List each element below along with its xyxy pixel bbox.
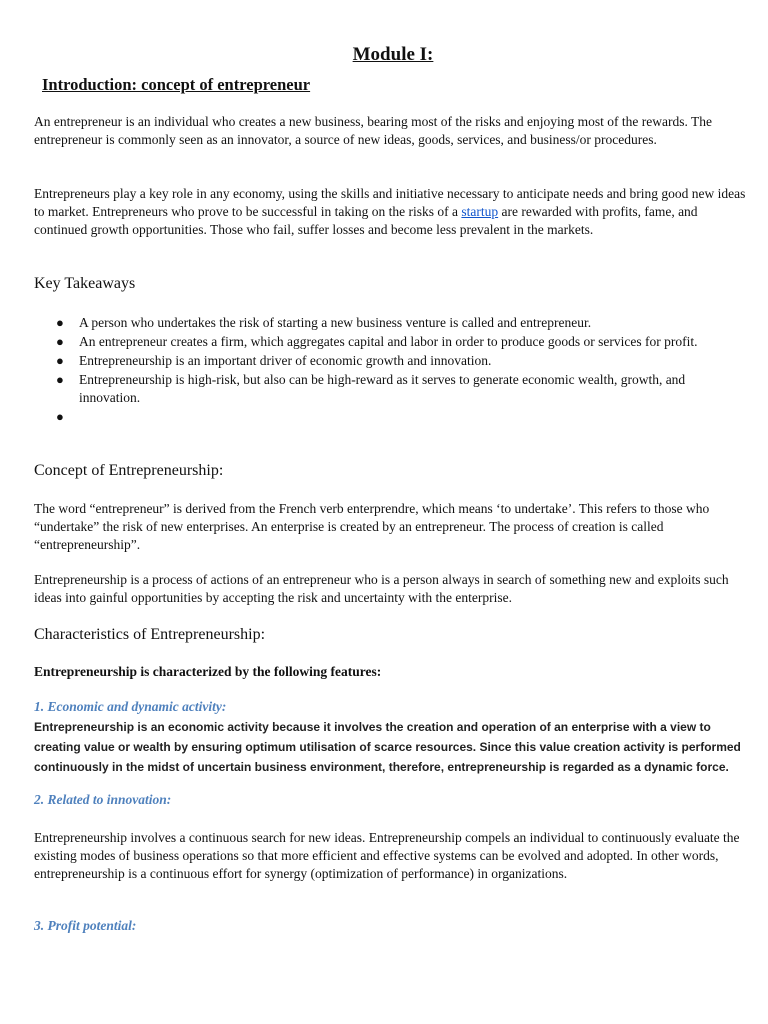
characteristic-3-heading: 3. Profit potential: — [34, 918, 137, 933]
list-item — [34, 371, 746, 407]
list-item — [34, 314, 746, 332]
intro-paragraph-2 — [34, 185, 746, 239]
intro-heading: Introduction: concept of entrepreneur — [42, 75, 311, 94]
list-item-text: Entrepreneurship is an important driver of economic growth and innovation. — [79, 353, 492, 368]
intro-paragraph-2-before: Entrepreneurs play a key role in any economy, using the skills and initiative necessary to anticipate needs and bring good new ideas to market. Entrepreneurs who prove to be successful in taking on the risks of a — [34, 186, 746, 219]
concept-paragraph-1: The word “entrepreneur” is derived from the French verb enterprendre, which means ‘to undertake’. This refers to those who “undertake” the risk of new enterprises. An enterprise is created by an entrepreneur. The process of creation is called “entrepreneurship”. — [34, 501, 710, 552]
module-title: Module I: — [352, 44, 434, 65]
concept-heading: Concept of Entrepreneurship: — [34, 462, 224, 479]
bullet-icon: ● — [56, 409, 64, 424]
bullet-icon: ● — [56, 372, 64, 387]
characteristics-heading: Characteristics of Entrepreneurship: — [34, 626, 266, 643]
intro-paragraph-2-after: are rewarded with profits, fame, and continued growth opportunities. Those who fail, suffer losses and become less prevalent in the markets. — [34, 204, 698, 237]
bullet-icon: ● — [56, 315, 64, 330]
bullet-icon: ● — [56, 353, 64, 368]
characteristic-2-text: Entrepreneurship involves a continuous search for new ideas. Entrepreneurship compels an individual to continuously evaluate the existing modes of business operations so that more efficient and effective systems can be evolved and adopted. In other words, entrepreneurship is a continuous effort for synergy (optimization of performance) in organizations. — [34, 830, 740, 881]
concept-paragraph-2: Entrepreneurship is a process of actions of an entrepreneur who is a person always in search of something new and exploits such ideas into gainful opportunities by accepting the risk and uncertainty with the enterprise. — [34, 572, 729, 605]
key-takeaways-list — [34, 314, 746, 427]
characteristics-intro: Entrepreneurship is characterized by the following features: — [34, 664, 382, 679]
list-item-text: Entrepreneurship is high-risk, but also can be high-reward as it serves to generate economic wealth, growth, and innovation. — [79, 372, 686, 405]
characteristic-1-heading: 1. Economic and dynamic activity: — [34, 699, 227, 714]
list-item — [34, 352, 746, 370]
key-takeaways-heading: Key Takeaways — [34, 275, 136, 292]
list-item — [34, 333, 746, 351]
characteristic-2-heading: 2. Related to innovation: — [34, 792, 172, 807]
list-item-text: An entrepreneur creates a firm, which aggregates capital and labor in order to produce goods or services for profit. — [79, 334, 698, 349]
list-item-empty — [34, 408, 746, 426]
intro-paragraph-1: An entrepreneur is an individual who creates a new business, bearing most of the risks and enjoying most of the rewards. The entrepreneur is commonly seen as an innovator, a source of new ideas, goods, services, and business/or procedures. — [34, 114, 712, 147]
bullet-icon: ● — [56, 334, 64, 349]
list-item-text: A person who undertakes the risk of starting a new business venture is called and entrepreneur. — [79, 315, 592, 330]
characteristic-1-text: Entrepreneurship is an economic activity because it involves the creation and operation of an enterprise with a view to creating value or wealth by ensuring optimum utilisation of scarce resources. Since this value creation activity is performed continuously in the midst of uncertain business environment, therefore, entrepreneurship is regarded as a dynamic force. — [34, 720, 741, 774]
startup-link[interactable]: startup — [461, 204, 499, 219]
